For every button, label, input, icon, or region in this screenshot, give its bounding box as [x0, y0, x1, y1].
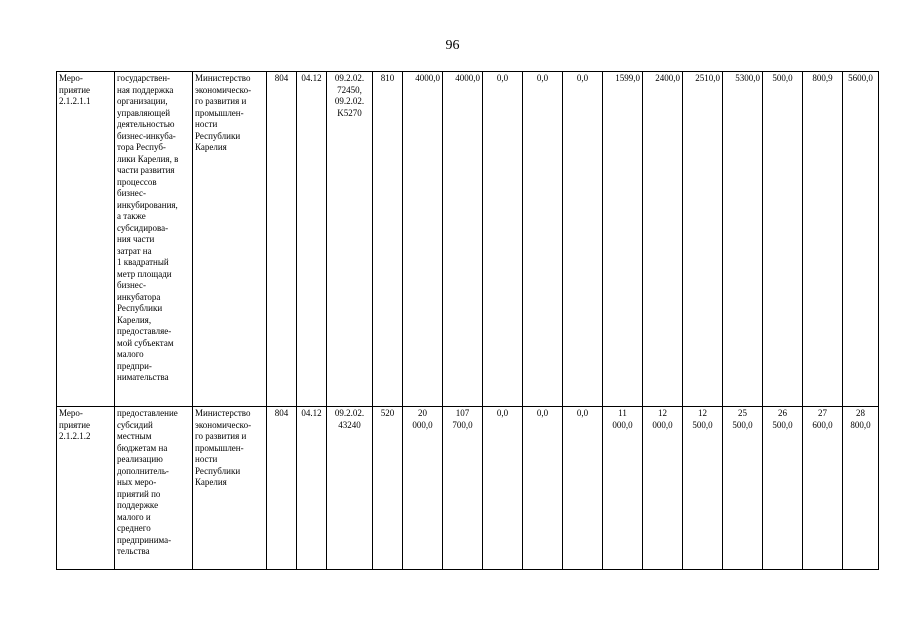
description-cell: государствен- ная поддержка организации, управляющей деятельностью бизнес-инкуба- тора Респуб- лики Карелия, в части развития процессов бизнес- инкубирования, а также субсидирова- ния части затрат на 1 квадратный метр площади бизнес- инкубатора Республики Карелия, предоставляе- мой субъектам малого предпри- нимательства: [115, 72, 193, 407]
value-cell: 0,0: [523, 72, 563, 407]
value-cell: 5600,0: [843, 72, 879, 407]
value-cell: 4000,0: [403, 72, 443, 407]
value-cell: 2400,0: [643, 72, 683, 407]
value-cell: 500,0: [763, 72, 803, 407]
page-number: 96: [445, 38, 460, 53]
value-cell: 5300,0: [723, 72, 763, 407]
value-cell: 4000,0: [443, 72, 483, 407]
value-cell: 0,0: [563, 407, 603, 570]
value-cell: 20 000,0: [403, 407, 443, 570]
csr-cell: 09.2.02. 43240: [327, 407, 373, 570]
value-cell: 25 500,0: [723, 407, 763, 570]
event-cell: Меро- приятие 2.1.2.1.1: [57, 72, 115, 407]
grbs-cell: 804: [267, 72, 297, 407]
rzpr-cell: 04.12: [297, 407, 327, 570]
value-cell: 1599,0: [603, 72, 643, 407]
vr-cell: 520: [373, 407, 403, 570]
description-cell: предоставление субсидий местным бюджетам на реализацию дополнитель- ных меро- приятий по поддержке малого и среднего предпринима- тельства: [115, 407, 193, 570]
value-cell: 27 600,0: [803, 407, 843, 570]
value-cell: 0,0: [563, 72, 603, 407]
executor-cell: Министерство экономическо- го развития и промышлен- ности Республики Карелия: [193, 72, 267, 407]
value-cell: 2510,0: [683, 72, 723, 407]
budget-table: [56, 71, 879, 570]
executor-cell: Министерство экономическо- го развития и промышлен- ности Республики Карелия: [193, 407, 267, 570]
grbs-cell: 804: [267, 407, 297, 570]
value-cell: 12 500,0: [683, 407, 723, 570]
value-cell: 11 000,0: [603, 407, 643, 570]
value-cell: 0,0: [483, 72, 523, 407]
table-row: [57, 407, 879, 570]
value-cell: 800,9: [803, 72, 843, 407]
event-cell: Меро- приятие 2.1.2.1.2: [57, 407, 115, 570]
value-cell: 12 000,0: [643, 407, 683, 570]
value-cell: 28 800,0: [843, 407, 879, 570]
rzpr-cell: 04.12: [297, 72, 327, 407]
value-cell: 107 700,0: [443, 407, 483, 570]
csr-cell: 09.2.02. 72450, 09.2.02. K5270: [327, 72, 373, 407]
value-cell: 0,0: [483, 407, 523, 570]
value-cell: 26 500,0: [763, 407, 803, 570]
vr-cell: 810: [373, 72, 403, 407]
table-row: [57, 72, 879, 407]
value-cell: 0,0: [523, 407, 563, 570]
